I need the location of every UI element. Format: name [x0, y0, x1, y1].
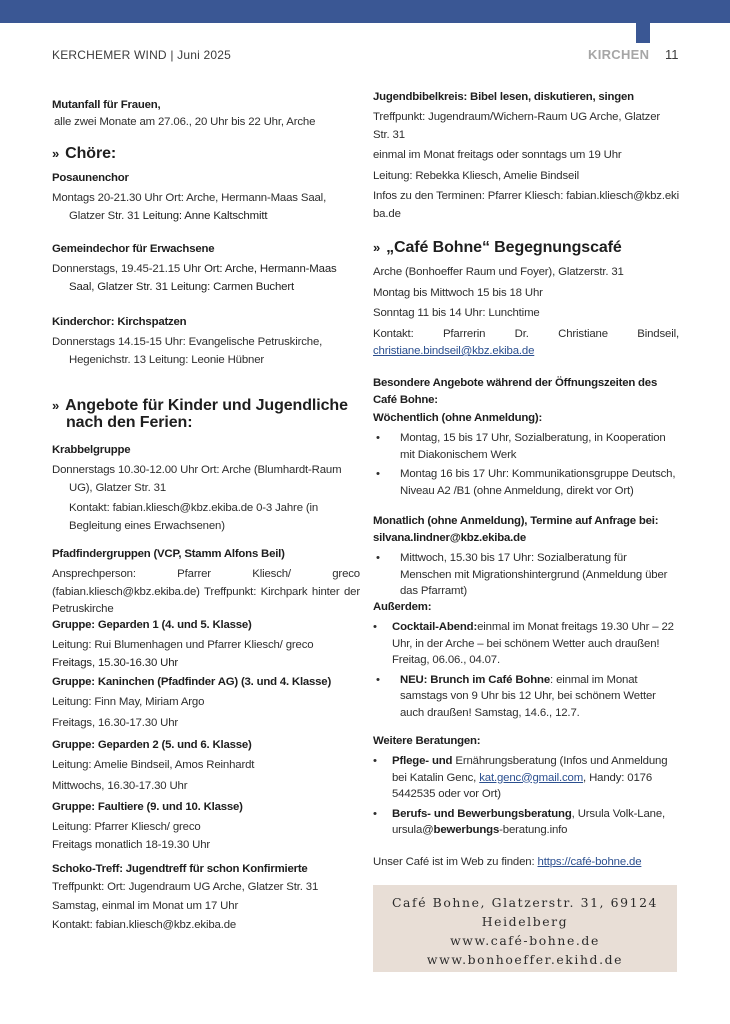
- gruppe-faultiere: [52, 799, 360, 854]
- krabbelgruppe-block: [52, 442, 360, 535]
- monatlich-title: Monatlich (ohne Anmeldung), Termine auf Anfrage bei: silvana.lindner@kbz.ekiba.de: [373, 515, 659, 544]
- cafe-kontakt: Kontakt: Pfarrerin Dr. Christiane Bindseil, christiane.bindseil@kbz.ekiba.de: [373, 327, 679, 357]
- pflege-email-link[interactable]: kat.genc@gmail.com: [479, 771, 584, 784]
- schoko-title: Schoko-Treff: Jugendtreff für schon Konfirmierte: [52, 863, 308, 875]
- besondere-title: Besondere Angebote während der Öffnungszeiten des Café Bohne:: [373, 377, 658, 406]
- krabbelgruppe-kontakt: Kontakt: fabian.kliesch@kbz.ekiba.de 0-3 Jahre (in Begleitung eines Erwachsenen): [69, 502, 319, 532]
- pfadfinder-title: Pfadfindergruppen (VCP, Stamm Alfons Beil): [52, 548, 285, 560]
- schoko-treffpunkt: Treffpunkt: Ort: Jugendraum UG Arche, Glatzer Str. 31: [52, 881, 319, 893]
- cafe-heading: » „Café Bohne“ Begegnungscafé: [373, 239, 622, 256]
- heading-marker: »: [373, 240, 381, 255]
- gruppe-title: Gruppe: Geparden 1 (4. und 5. Klasse): [52, 619, 252, 631]
- schoko-time: Samstag, einmal im Monat um 17 Uhr: [52, 900, 239, 912]
- mutanfall-title: Mutanfall für Frauen,: [52, 99, 161, 111]
- gruppe-time: Mittwochs, 16.30-17.30 Uhr: [52, 779, 188, 792]
- mutanfall-block: [52, 97, 360, 132]
- section-tab-marker: [636, 23, 650, 43]
- ausserdem-title: Außerdem:: [373, 601, 432, 613]
- list-item: • Montag 16 bis 17 Uhr: Kommunikationsgruppe Deutsch, Niveau A2 /B1 (ohne Anmeldung, direkt vor Ort): [376, 468, 676, 497]
- choere-heading: » Chöre:: [52, 145, 117, 162]
- posaunenchor-block: [52, 170, 360, 225]
- jugendbibelkreis-leitung: Leitung: Rebekka Kliesch, Amelie Bindseil: [373, 169, 579, 182]
- schoko-kontakt: Kontakt: fabian.kliesch@kbz.ekiba.de: [52, 919, 237, 931]
- list-item: • Montag, 15 bis 17 Uhr, Sozialberatung, in Kooperation mit Diakonischem Werk: [376, 432, 666, 461]
- monatlich-block: [373, 513, 679, 600]
- page-number: 11: [665, 47, 679, 62]
- gemeindechor-title: Gemeindechor für Erwachsene: [52, 243, 215, 255]
- publication-title: KERCHEMER WIND | Juni 2025: [52, 48, 232, 62]
- besondere-angebote-block: [373, 375, 679, 499]
- gruppe-title: Gruppe: Faultiere (9. und 10. Klasse): [52, 801, 243, 813]
- krabbelgruppe-title: Krabbelgruppe: [52, 444, 131, 456]
- pfadfinder-text: Ansprechperson: Pfarrer Kliesch/ greco (fabian.kliesch@kbz.ekiba.de) Treffpunkt: Kirchpark hinter der Petruskirche: [52, 568, 360, 615]
- pfadfinder-block: [52, 546, 360, 619]
- gruppe-time: Freitags, 16.30-17.30 Uhr: [52, 716, 179, 729]
- kinderchor-title: Kinderchor: Kirchspatzen: [52, 316, 187, 328]
- gruppe-geparden1: [52, 617, 360, 672]
- posaunenchor-title: Posaunenchor: [52, 172, 129, 184]
- posaunenchor-text: Montags 20-21.30 Uhr Ort: Arche, Hermann-Maas Saal, Glatzer Str. 31 Leitung: Anne Kaltschmitt: [52, 192, 327, 222]
- heading-marker: »: [52, 146, 60, 161]
- cafe-address-line: Café Bohne, Glatzerstr. 31, 69124: [391, 895, 659, 910]
- angebote-heading: » Angebote für Kinder und Jugendliche nach den Ferien:: [52, 397, 348, 431]
- bullet-icon: •: [376, 552, 380, 564]
- gruppe-title: Gruppe: Geparden 2 (5. und 6. Klasse): [52, 739, 252, 751]
- cafe-ort: Arche (Bonhoeffer Raum und Foyer), Glatzerstr. 31: [373, 266, 624, 278]
- schoko-treff-block: [52, 861, 360, 935]
- list-item-brunch: • NEU: Brunch im Café Bohne: einmal im Monat samstags von 9 Uhr bis 12 Uhr, bei schönem Wetter auch draußen! Samstag, 14.6., 12.7.: [376, 673, 656, 719]
- jugendbibelkreis-time: einmal im Monat freitags oder sonntags um 19 Uhr: [373, 149, 622, 161]
- list-item-pflege: • Pflege- und Ernährungsberatung (Infos und Anmeldung bei Katalin Genc, kat.genc@gmail.com, Handy: 0176 5442535 oder vor Ort): [373, 755, 668, 800]
- cafe-web-line: www.café-bohne.de: [450, 933, 600, 948]
- bullet-icon: •: [373, 621, 377, 633]
- cafe-address-box: [373, 885, 677, 972]
- heading-marker: »: [52, 398, 60, 413]
- beratungen-block: [373, 733, 679, 839]
- bullet-icon: •: [373, 755, 377, 767]
- ausserdem-block: [373, 599, 679, 721]
- gruppe-leitung: Leitung: Amelie Bindseil, Amos Reinhardt: [52, 759, 255, 771]
- jugendbibelkreis-treffpunkt: Treffpunkt: Jugendraum/Wichern-Raum UG Arche, Glatzer Str. 31: [373, 111, 661, 141]
- beratungen-title: Weitere Beratungen:: [373, 735, 481, 747]
- header-bar: [0, 0, 730, 23]
- cafe-website-link[interactable]: https://café-bohne.de: [537, 856, 642, 868]
- list-item-berufs: • Berufs- und Bewerbungsberatung, Ursula Volk-Lane, ursula@bewerbungs-beratung.info: [373, 807, 666, 836]
- kinderchor-block: [52, 314, 360, 369]
- gruppe-leitung: Leitung: Finn May, Miriam Argo: [52, 696, 205, 708]
- gemeindechor-text: Donnerstags, 19.45-21.15 Uhr Ort: Arche, Hermann-Maas Saal, Glatzer Str. 31 Leitung: Carmen Buchert: [52, 263, 337, 293]
- bullet-icon: •: [373, 807, 377, 820]
- cafe-info-block: [373, 264, 679, 361]
- gruppe-leitung: Leitung: Rui Blumenhagen und Pfarrer Kliesch/ greco: [52, 639, 314, 651]
- list-item-cocktail: • Cocktail-Abend:einmal im Monat freitags 19.30 Uhr – 22 Uhr, in der Arche – bei schönem Wetter auch draußen! Freitag, 06.06., 04.07.: [373, 621, 674, 666]
- list-item: • Mittwoch, 15.30 bis 17 Uhr: Sozialberatung für Menschen mit Migrationshintergrund (Anmeldung über das Pfarramt): [376, 552, 668, 597]
- gruppe-time: Freitags monatlich 18-19.30 Uhr: [52, 838, 211, 851]
- cafe-kontakt-email-link[interactable]: christiane.bindseil@kbz.ekiba.de: [373, 345, 535, 357]
- cafe-city-line: Heidelberg: [481, 914, 569, 929]
- kinderchor-text: Donnerstags 14.15-15 Uhr: Evangelische Petruskirche, Hegenichstr. 13 Leitung: Leonie Hübner: [52, 336, 323, 366]
- gemeindechor-block: [52, 241, 360, 296]
- gruppe-geparden2: [52, 737, 360, 795]
- cafe-zeit2: Sonntag 11 bis 14 Uhr: Lunchtime: [373, 307, 540, 319]
- gruppe-time: Freitags, 15.30-16.30 Uhr: [52, 656, 179, 669]
- bonhoeffer-web-line: www.bonhoeffer.ekihd.de: [426, 952, 624, 967]
- gruppe-title: Gruppe: Kaninchen (Pfadfinder AG) (3. und 4. Klasse): [52, 676, 332, 688]
- krabbelgruppe-text: Donnerstags 10.30-12.00 Uhr Ort: Arche (Blumhardt-Raum UG), Glatzer Str. 31: [52, 464, 342, 494]
- bullet-icon: •: [376, 673, 380, 686]
- bullet-icon: •: [376, 468, 380, 480]
- jugendbibelkreis-title: Jugendbibelkreis: Bibel lesen, diskutieren, singen: [373, 91, 634, 103]
- jugendbibelkreis-block: [373, 89, 679, 223]
- gruppe-kaninchen: [52, 674, 360, 732]
- section-label: KIRCHEN: [588, 47, 650, 62]
- bullet-icon: •: [376, 432, 380, 444]
- woechentlich-title: Wöchentlich (ohne Anmeldung):: [373, 412, 543, 424]
- jugendbibelkreis-infos: Infos zu den Terminen: Pfarrer Kliesch: fabian.kliesch@kbz.ekiba.de: [373, 190, 679, 220]
- mutanfall-text: alle zwei Monate am 27.06., 20 Uhr bis 22 Uhr, Arche: [54, 116, 316, 128]
- gruppe-leitung: Leitung: Pfarrer Kliesch/ greco: [52, 821, 201, 833]
- web-line: Unser Café ist im Web zu finden: https://café-bohne.de: [373, 856, 642, 868]
- cafe-zeit1: Montag bis Mittwoch 15 bis 18 Uhr: [373, 286, 543, 299]
